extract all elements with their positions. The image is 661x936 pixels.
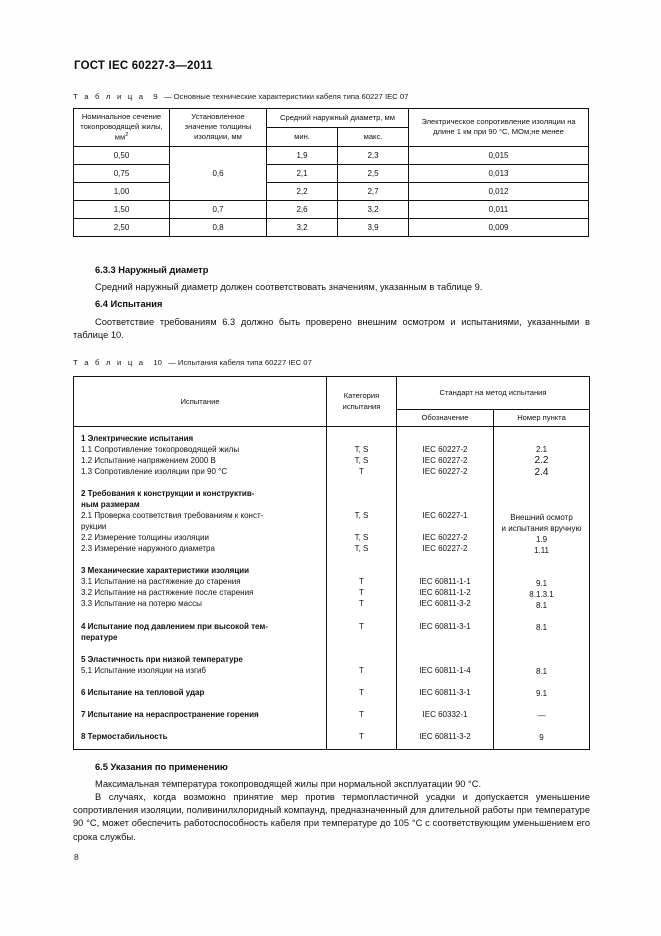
table10-designation: IEC 60811-3-1 — [419, 621, 471, 631]
table10-designation: IEC 60332-1 — [422, 709, 468, 719]
table10-designation: IEC 60811-1-2 — [419, 588, 471, 598]
table10-item: 8.1.3.1 — [529, 589, 554, 599]
table10-test-label: 3.1 Испытание на растяжение до старения — [81, 577, 241, 587]
paragraph-6-4: Соответствие требованиям 6.3 должно быть проверено внешним осмотром и испытаниями, указанными в таблице 10. — [73, 317, 590, 341]
table10-category: T — [359, 687, 364, 697]
table10-item: 8.1 — [535, 667, 548, 677]
table10-test-label: 5.1 Испытание изоляции на изгиб — [81, 665, 207, 675]
table10-col-designation — [397, 427, 494, 750]
table10-category: T, S — [354, 511, 369, 521]
table9-cell-nominal: 0,50 — [74, 146, 170, 164]
paragraph-6-5-1: Максимальная температура токопроводящей жилы при нормальной эксплуатации 90 °С. — [95, 779, 482, 789]
table10-designation: IEC 60227-2 — [422, 544, 468, 554]
table10-group-title: 6 Испытание на тепловой удар — [81, 687, 205, 697]
table-row — [74, 146, 589, 164]
table-10 — [73, 376, 590, 750]
running-head: ГОСТ IEC 60227-3—2011 — [74, 60, 213, 72]
table9-cell-resistance: 0,011 — [409, 200, 589, 218]
table10-test-label: 1.3 Сопротивление изоляции при 90 °С — [81, 467, 228, 477]
paragraph-6-3-3: Средний наружный диаметр должен соответствовать значениям, указанным в таблице 9. — [95, 282, 483, 292]
table10-designation: IEC 60227-2 — [422, 467, 468, 477]
table9-caption — [73, 92, 408, 101]
table9-caption-number: 9 — [153, 92, 158, 101]
table-row — [74, 200, 589, 218]
table10-item: — — [537, 711, 546, 721]
table10-category: T, S — [354, 544, 369, 554]
table10-group-title-cont: ным размерам — [81, 500, 140, 510]
table10-item: 9.1 — [535, 689, 548, 699]
table10-test-label: 1.1 Сопротивление токопроводящей жилы — [81, 445, 240, 455]
table10-group-title: 8 Термостабильность — [81, 731, 168, 741]
table10-item: 8.1 — [535, 601, 548, 611]
table10-test-label-cont: рукции — [81, 522, 107, 532]
table10-test-label: 3.2 Испытание на растяжение после старения — [81, 588, 254, 598]
table10-designation: IEC 60227-2 — [422, 456, 468, 466]
table10-caption-label: Т а б л и ц а — [73, 358, 146, 367]
table9-caption-text: — Основные технические характеристики кабеля типа 60227 IEC 07 — [163, 92, 409, 101]
table10-category: T — [359, 577, 364, 587]
table10-item: 2.4 — [534, 466, 549, 478]
table10-item: 1.11 — [534, 545, 549, 555]
table9-header-nominal-sup: 2 — [125, 132, 129, 139]
table9-header-resistance: Электрическое сопротивление изоляции на длине 1 км при 90 °С, МОм,не менее — [409, 109, 589, 147]
table10-item: 2.1 — [535, 445, 548, 455]
table10-item: 9.1 — [535, 578, 548, 588]
table10-category: T — [359, 467, 364, 477]
table10-category: T — [359, 599, 364, 609]
table9-header-thickness: Установленное значение толщины изоляции, мм — [170, 109, 267, 147]
table10-group-title: 5 Эластичность при низкой температуре — [81, 654, 243, 664]
table10-item: 1.9 — [535, 534, 548, 544]
table10-col-item-number — [494, 427, 590, 750]
table9-header-diameter-group: Средний наружный диаметр, мм — [267, 109, 409, 128]
table9-cell-resistance: 0,013 — [409, 164, 589, 182]
table10-header-standard-group: Стандарт на метод испытания — [397, 377, 590, 410]
table10-designation: IEC 60227-1 — [422, 511, 468, 521]
table9-header-min: мин. — [267, 127, 338, 146]
table9-header-row — [74, 109, 589, 128]
table10-header-designation: Обозначение — [397, 410, 494, 427]
table10-group-title: 3 Механические характеристики изоляции — [81, 566, 250, 576]
table9-cell-min: 2,2 — [267, 182, 338, 200]
table10-test-label: 2.3 Измерение наружного диаметра — [81, 544, 215, 554]
table10-group-title: 2 Требования к конструкции и конструктив- — [81, 489, 255, 499]
table9-cell-nominal: 0,75 — [74, 164, 170, 182]
table9-cell-resistance: 0,015 — [409, 146, 589, 164]
table9-cell-nominal: 2,50 — [74, 218, 170, 236]
table9-cell-max: 2,5 — [338, 164, 409, 182]
table10-item: 2.2 — [534, 455, 549, 467]
table10-header-row — [74, 377, 590, 410]
table9-cell-min: 2,1 — [267, 164, 338, 182]
table10-test-label: 3.3 Испытание на потерю массы — [81, 599, 202, 609]
table9-cell-resistance: 0,009 — [409, 218, 589, 236]
table10-test-label: 1.2 Испытание напряжением 2000 В — [81, 456, 216, 466]
table10-caption — [73, 358, 312, 367]
table-9 — [73, 108, 589, 237]
table10-header-test: Испытание — [74, 377, 327, 427]
table9-header-max: макс. — [338, 127, 409, 146]
table10-designation: IEC 60811-1-1 — [419, 577, 471, 587]
table10-item-cont: и испытания вручную — [501, 523, 582, 533]
table10-designation: IEC 60811-3-2 — [419, 599, 471, 609]
paragraph-6-5-2: В случаях, когда возможно принятие мер против термопластичной усадки и допускается уменьшение сопротивления изоляции, поливинилхлоридный компаунд, предназначенный для длительной работы при температуре 90 °С, может обеспечить работоспособность кабеля при температуре до 105 °С с соответствующим уменьшением его срока службы. — [73, 792, 590, 842]
table10-col-test — [74, 427, 327, 750]
table-row — [74, 164, 589, 182]
table9-cell-max: 3,9 — [338, 218, 409, 236]
table10-category: T — [359, 709, 364, 719]
table10-caption-number: 10 — [153, 358, 162, 367]
table9-header-nominal-text: Номинальное сечение токопроводящей жилы, мм — [80, 112, 163, 142]
table9-cell-min: 1,9 — [267, 146, 338, 164]
table-row — [74, 182, 589, 200]
table9-cell-thickness: 0,6 — [170, 146, 267, 200]
table9-cell-thickness: 0,7 — [170, 200, 267, 218]
table10-header-category: Категория испытания — [327, 377, 397, 427]
table10-test-label: 2.2 Измерение толщины изоляции — [81, 533, 209, 543]
table10-group-title: 1 Электрические испытания — [81, 434, 194, 444]
heading-6-3-3: 6.3.3 Наружный диаметр — [95, 265, 209, 275]
table10-item: 9 — [539, 733, 544, 743]
table10-designation: IEC 60227-2 — [422, 533, 468, 543]
heading-6-4: 6.4 Испытания — [95, 299, 163, 309]
table10-category: T, S — [354, 456, 369, 466]
table9-cell-resistance: 0,012 — [409, 182, 589, 200]
table10-col-category — [327, 427, 397, 750]
table10-group-title: 4 Испытание под давлением при высокой тем- — [81, 621, 268, 631]
table9-cell-max: 3,2 — [338, 200, 409, 218]
table10-designation: IEC 60811-1-4 — [419, 665, 471, 675]
table10-designation: IEC 60811-3-1 — [419, 687, 471, 697]
table9-header-nominal — [74, 109, 170, 147]
table10-category: T, S — [354, 445, 369, 455]
table10-category: T, S — [354, 533, 369, 543]
table9-cell-nominal: 1,50 — [74, 200, 170, 218]
table9-cell-thickness: 0,8 — [170, 218, 267, 236]
table10-category: T — [359, 621, 364, 631]
table10-category: T — [359, 731, 364, 741]
table9-cell-max: 2,3 — [338, 146, 409, 164]
table10-item: Внешний осмотр — [510, 512, 573, 522]
table9-caption-label: Т а б л и ц а — [73, 92, 146, 101]
table10-category: T — [359, 588, 364, 598]
table10-designation: IEC 60227-2 — [422, 445, 468, 455]
table9-cell-max: 2,7 — [338, 182, 409, 200]
table-row — [74, 218, 589, 236]
table10-designation: IEC 60811-3-2 — [419, 731, 471, 741]
table9-cell-min: 2,6 — [267, 200, 338, 218]
table10-group-title: 7 Испытание на нераспространение горения — [81, 709, 259, 719]
table9-cell-min: 3,2 — [267, 218, 338, 236]
table10-caption-text: — Испытания кабеля типа 60227 IEC 07 — [168, 358, 312, 367]
page-number: 8 — [74, 852, 79, 862]
table9-cell-nominal: 1,00 — [74, 182, 170, 200]
table10-category: T — [359, 665, 364, 675]
table10-group-title-cont: пературе — [81, 632, 118, 642]
heading-6-5: 6.5 Указания по применению — [95, 762, 228, 772]
table10-item: 8.1 — [535, 623, 548, 633]
table10-body-row — [74, 427, 590, 750]
table10-header-item-number: Номер пункта — [494, 410, 590, 427]
table10-test-label: 2.1 Проверка соответствия требованиям к конст- — [81, 511, 264, 521]
